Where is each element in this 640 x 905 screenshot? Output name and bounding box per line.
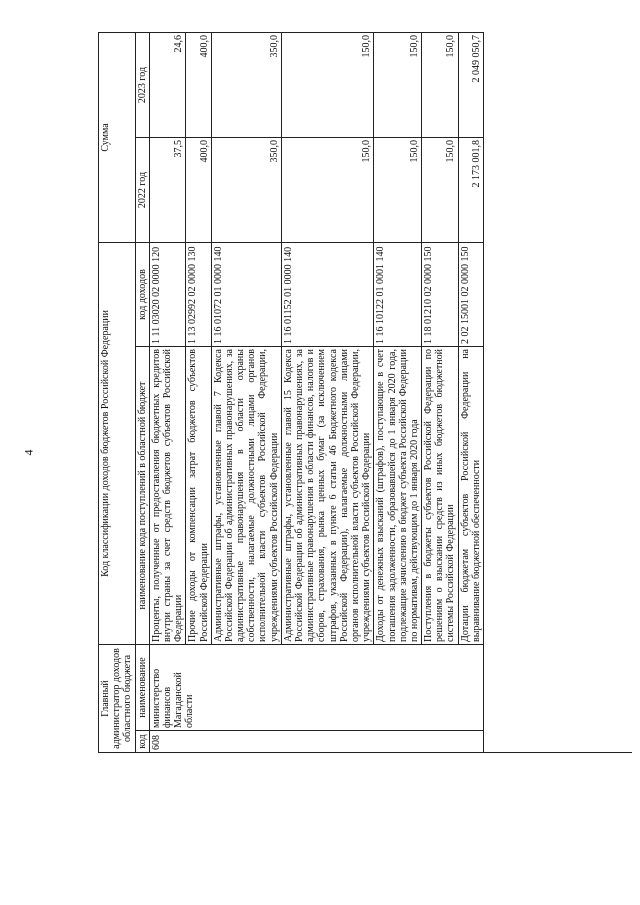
amount-2023: 2 049 050,7 bbox=[458, 32, 483, 137]
amount-2022: 150,0 bbox=[374, 137, 422, 242]
income-code: 2 02 15001 02 0000 150 bbox=[458, 242, 483, 346]
admin-group-header: Главный администратор доходов областного бюджета bbox=[99, 645, 136, 753]
amount-2022: 350,0 bbox=[211, 137, 281, 242]
year-2023-header: 2023 год bbox=[135, 32, 149, 137]
income-code: 1 16 01072 01 0000 140 bbox=[211, 242, 281, 346]
income-name: Дотации бюджетам субъектов Российской Федерации на выравнивание бюджетной обеспеченности bbox=[458, 347, 483, 645]
sum-group-header: Сумма bbox=[99, 32, 136, 242]
income-code: 1 18 01210 02 0000 150 bbox=[422, 242, 459, 346]
income-code: 1 16 10122 01 0001 140 bbox=[374, 242, 422, 346]
year-2022-header: 2022 год bbox=[135, 137, 149, 242]
amount-2022: 150,0 bbox=[281, 137, 374, 242]
amount-2023: 24,6 bbox=[149, 32, 186, 137]
table-row bbox=[211, 32, 281, 752]
name-header: наименование bbox=[135, 645, 149, 731]
page-number: 4 bbox=[21, 449, 36, 456]
amount-2022: 2 173 001,8 bbox=[458, 137, 483, 242]
income-code: 1 11 03020 02 0000 120 bbox=[149, 242, 186, 346]
amount-2022: 37,5 bbox=[149, 137, 186, 242]
table-row bbox=[149, 32, 186, 752]
income-classification-table bbox=[98, 32, 484, 753]
income-name: Поступления в бюджеты субъектов Российской Федерации по решениям о взыскании средств из иных бюджетов бюджетной системы Российской Федерации bbox=[422, 347, 459, 645]
amount-2023: 400,0 bbox=[186, 32, 211, 137]
classif-group-header: Код классификации доходов бюджетов Российской Федерации bbox=[99, 242, 136, 644]
rotated-table-container bbox=[98, 33, 638, 753]
amount-2023: 150,0 bbox=[281, 32, 374, 137]
admin-name: министерство финансов Магаданской области bbox=[149, 645, 483, 731]
table-row bbox=[422, 32, 459, 752]
amount-2023: 350,0 bbox=[211, 32, 281, 137]
income-name: Административные штрафы, установленные главой 7 Кодекса Российской Федерации об административных правонарушениях, за административные правонарушения в области охраны собственности, налагаемые должностными лицами органов исполнительной власти субъектов Российской Федерации, учреждениями субъектов Российской Федерации bbox=[211, 347, 281, 645]
amount-2023: 150,0 bbox=[374, 32, 422, 137]
table-row bbox=[374, 32, 422, 752]
table-row bbox=[281, 32, 374, 752]
table-row bbox=[186, 32, 211, 752]
income-name: Проценты, полученные от предоставления бюджетных кредитов внутри страны за счет средств бюджетов субъектов Российской Федерации bbox=[149, 347, 186, 645]
income-name: Доходы от денежных взысканий (штрафов), поступающие в счет погашения задолженности, образовавшейся до 1 января 2020 года, подлежащие зачислению в бюджет субъекта Российской Федерации по нормативам, действующим до 1 января 2020 года bbox=[374, 347, 422, 645]
amount-2023: 150,0 bbox=[422, 32, 459, 137]
code-header: код bbox=[135, 731, 149, 753]
income-code-header: код доходов bbox=[135, 242, 149, 346]
income-code: 1 16 01152 01 0000 140 bbox=[281, 242, 374, 346]
amount-2022: 150,0 bbox=[422, 137, 459, 242]
income-name: Прочие доходы от компенсации затрат бюджетов субъектов Российской Федерации bbox=[186, 347, 211, 645]
income-code: 1 13 02992 02 0000 130 bbox=[186, 242, 211, 346]
admin-code: 608 bbox=[149, 731, 483, 753]
income-name: Административные штрафы, установленные главой 15 Кодекса Российской Федерации об административных правонарушениях, за административные правонарушения в области финансов, налогов и сборов, страхования, рынка ценных бумаг (за исключением штрафов, указанных в пункте 6 статьи 46 Бюджетного кодекса Российской Федерации), налагаемые должностными лицами органов исполнительной власти субъектов Российской Федерации, учреждениями субъектов Российской Федерации bbox=[281, 347, 374, 645]
amount-2022: 400,0 bbox=[186, 137, 211, 242]
table-row bbox=[458, 32, 483, 752]
income-name-header: наименование кода поступлений в областной бюджет bbox=[135, 347, 149, 645]
